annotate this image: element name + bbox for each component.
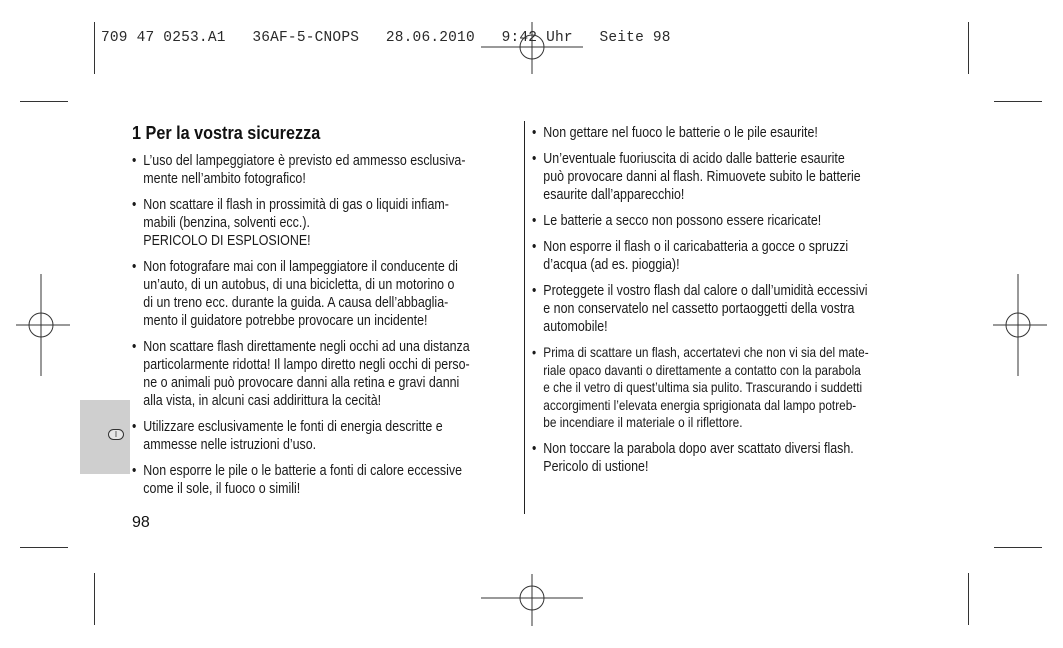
list-item: • Prima di scattare un flash, accertatevi che non vi sia del mate- riale opaco davanti o direttamente a contatto con la parabola e che il vetro di quest’ultima sia pulito. Trascurando i suddetti accorgimenti l’elevata energia sprigionata dal lampo potreb- be incendiare il materiale o il riflettore.	[532, 344, 935, 432]
crop-mark-top-right-h	[994, 101, 1042, 102]
registration-mark-bottom	[481, 574, 583, 626]
crop-mark-top-left	[94, 22, 95, 74]
language-tab-icon: I	[108, 429, 124, 440]
registration-mark-top	[481, 22, 583, 74]
list-item: • Utilizzare esclusivamente le fonti di energia descritte e ammesse nelle istruzioni d’uso.	[132, 418, 530, 454]
printer-slug: 709 47 0253.A1 36AF-5-CNOPS 28.06.2010 9:42 Uhr Seite 98	[101, 30, 671, 46]
column-divider	[524, 121, 525, 514]
safety-list-left	[132, 152, 518, 506]
crop-mark-bottom-left-h	[20, 547, 68, 548]
list-item: • Non scattare flash direttamente negli occhi ad una distanza particolarmente ridotta! Il lampo diretto negli occhi di perso- ne o animali può provocare danni alla retina e gravi danni alla vista, in alcuni casi addirittura la cecità!	[132, 338, 530, 410]
list-item: • Non scattare il flash in prossimità di gas o liquidi infiam- mabili (benzina, solventi ecc.). PERICOLO DI ESPLOSIONE!	[132, 196, 530, 250]
crop-mark-top-right	[968, 22, 969, 74]
list-item: • Non esporre il flash o il caricabatteria a gocce o spruzzi d’acqua (ad es. pioggia)!	[532, 238, 935, 274]
registration-mark-left	[16, 274, 70, 376]
list-item: • Un’eventuale fuoriuscita di acido dalle batterie esaurite può provocare danni al flash. Rimuovete subito le batterie esaurite dall’apparecchio!	[532, 150, 935, 204]
page-number: 98	[132, 514, 150, 531]
registration-mark-right	[993, 274, 1047, 376]
crop-mark-top-left-h	[20, 101, 68, 102]
list-item: • Proteggete il vostro flash dal calore o dall’umidità eccessivi e non conservatelo nel cassetto portaoggetti della vostra automobile!	[532, 282, 935, 336]
list-item: • Non toccare la parabola dopo aver scattato diversi flash. Pericolo di ustione!	[532, 440, 935, 476]
safety-list-right	[532, 124, 922, 484]
crop-mark-bottom-left	[94, 573, 95, 625]
crop-mark-bottom-right	[968, 573, 969, 625]
list-item: • Non fotografare mai con il lampeggiatore il conducente di un’auto, di un autobus, di una bicicletta, di un motorino o di un treno ecc. durante la guida. A causa dell’abbaglia- mento il guidatore potrebbe provocare un incidente!	[132, 258, 530, 330]
section-heading: 1 Per la vostra sicurezza	[132, 123, 321, 143]
list-item: • L’uso del lampeggiatore è previsto ed ammesso esclusiva- mente nell’ambito fotografico!	[132, 152, 530, 188]
crop-mark-bottom-right-h	[994, 547, 1042, 548]
list-item: • Non gettare nel fuoco le batterie o le pile esaurite!	[532, 124, 935, 142]
list-item: • Non esporre le pile o le batterie a fonti di calore eccessive come il sole, il fuoco o simili!	[132, 462, 530, 498]
list-item: • Le batterie a secco non possono essere ricaricate!	[532, 212, 935, 230]
